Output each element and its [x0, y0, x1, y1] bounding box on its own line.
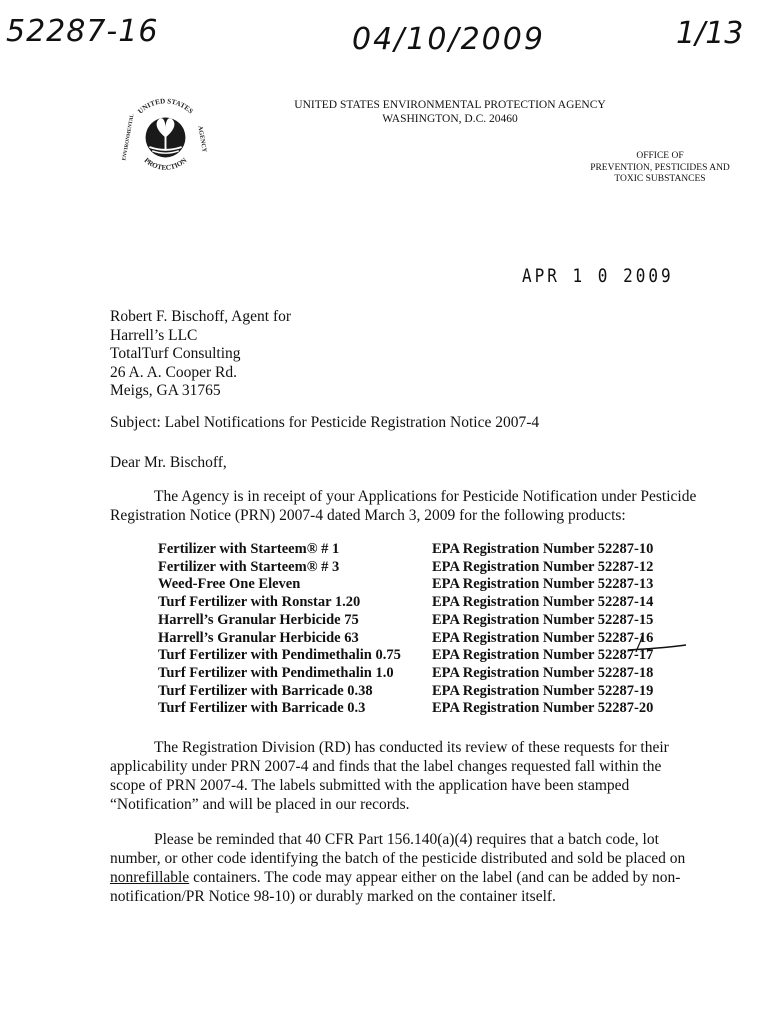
product-name: Turf Fertilizer with Barricade 0.3	[158, 700, 366, 717]
handwritten-file-number: 52287-16	[6, 14, 159, 49]
salutation: Dear Mr. Bischoff,	[110, 454, 227, 471]
agency-name: UNITED STATES ENVIRONMENTAL PROTECTION AGENCY	[294, 99, 606, 111]
registration-number: EPA Registration Number 52287-14	[432, 594, 654, 611]
seal-top-text: UNITED STATES	[136, 97, 195, 116]
pen-underline-mark	[590, 632, 690, 662]
product-list	[158, 541, 692, 718]
registration-number: EPA Registration Number 52287-12	[432, 558, 654, 575]
product-name: Weed-Free One Eleven	[158, 576, 301, 593]
product-row	[158, 665, 692, 683]
product-name: Harrell’s Granular Herbicide 75	[158, 611, 359, 628]
handwritten-page-count: 1/13	[676, 16, 744, 51]
registration-number: EPA Registration Number 52287-13	[432, 576, 654, 593]
address-line: TotalTurf Consulting	[110, 345, 241, 362]
product-row	[158, 700, 692, 718]
paragraph-text: containers. The code may appear either on the label (and can be added by non-notification/PR Notice 98-10) or durably marked on the container itself.	[110, 869, 681, 905]
product-row	[158, 683, 692, 701]
address-line: Meigs, GA 31765	[110, 382, 221, 399]
registration-number: EPA Registration Number 52287-17	[432, 647, 654, 664]
paragraph-text: The Registration Division (RD) has conducted its review of these requests for their applicability under PRN 2007-4 and finds that the label changes requested fall within the scope of PRN 2007-4. The labels submitted with the application have been stamped “Notification” and will be placed in our records.	[110, 739, 669, 813]
product-row	[158, 612, 692, 630]
office-line: OFFICE OF	[636, 151, 684, 161]
registration-number: EPA Registration Number 52287-20	[432, 700, 654, 717]
registration-number: EPA Registration Number 52287-10	[432, 541, 654, 557]
paragraph-text: Please be reminded that 40 CFR Part 156.140(a)(4) requires that a batch code, lot number, or other code identifying the batch of the pesticide distributed and sold be placed on	[110, 831, 686, 867]
product-row	[158, 559, 692, 577]
product-row	[158, 576, 692, 594]
product-name: Harrell’s Granular Herbicide 63	[158, 629, 359, 646]
office-line: TOXIC SUBSTANCES	[614, 174, 706, 184]
product-name: Turf Fertilizer with Barricade 0.38	[158, 682, 373, 699]
address-line: Robert F. Bischoff, Agent for	[110, 308, 292, 325]
registration-number: EPA Registration Number 52287-19	[432, 682, 654, 699]
date-stamp: APR 1 0 2009	[522, 264, 674, 287]
address-line: 26 A. A. Cooper Rd.	[110, 363, 238, 381]
seal-bottom-text: PROTECTION	[142, 156, 189, 172]
seal-right-text: AGENCY	[196, 125, 207, 153]
product-name: Turf Fertilizer with Pendimethalin 1.0	[158, 664, 394, 681]
registration-number: EPA Registration Number 52287-15	[432, 611, 654, 628]
letterhead-agency	[250, 98, 650, 126]
body-paragraph	[110, 487, 700, 525]
product-row	[158, 541, 692, 559]
office-line: PREVENTION, PESTICIDES AND	[590, 162, 730, 173]
product-name: Fertilizer with Starteem® # 1	[158, 541, 340, 557]
subject-line: Subject: Label Notifications for Pesticide Registration Notice 2007-4	[110, 414, 540, 431]
address-line: Harrell’s LLC	[110, 326, 198, 344]
product-row	[158, 594, 692, 612]
product-name: Fertilizer with Starteem® # 3	[158, 558, 340, 575]
registration-number: EPA Registration Number 52287-18	[432, 664, 654, 681]
product-name: Turf Fertilizer with Ronstar 1.20	[158, 594, 361, 611]
epa-seal-icon	[118, 90, 213, 185]
body-paragraph	[110, 738, 700, 814]
recipient-address	[110, 308, 291, 401]
underlined-term: nonrefillable	[110, 869, 190, 886]
svg-text:UNITED STATES	[136, 97, 194, 115]
product-name: Turf Fertilizer with Pendimethalin 0.75	[158, 647, 401, 664]
registration-number: EPA Registration Number 52287-16	[432, 629, 654, 646]
letterhead-office	[590, 151, 730, 186]
seal-left-text: ENVIRONMENTAL	[121, 113, 136, 162]
handwritten-date: 04/10/2009	[352, 22, 545, 57]
svg-text:PROTECTION	[143, 156, 189, 172]
paragraph-text: The Agency is in receipt of your Applications for Pesticide Notification under Pesticide Registration Notice (PRN) 2007-4 dated March 3, 2009 for the following products:	[110, 488, 697, 524]
agency-city: WASHINGTON, D.C. 20460	[382, 113, 518, 125]
body-paragraph	[110, 830, 700, 906]
